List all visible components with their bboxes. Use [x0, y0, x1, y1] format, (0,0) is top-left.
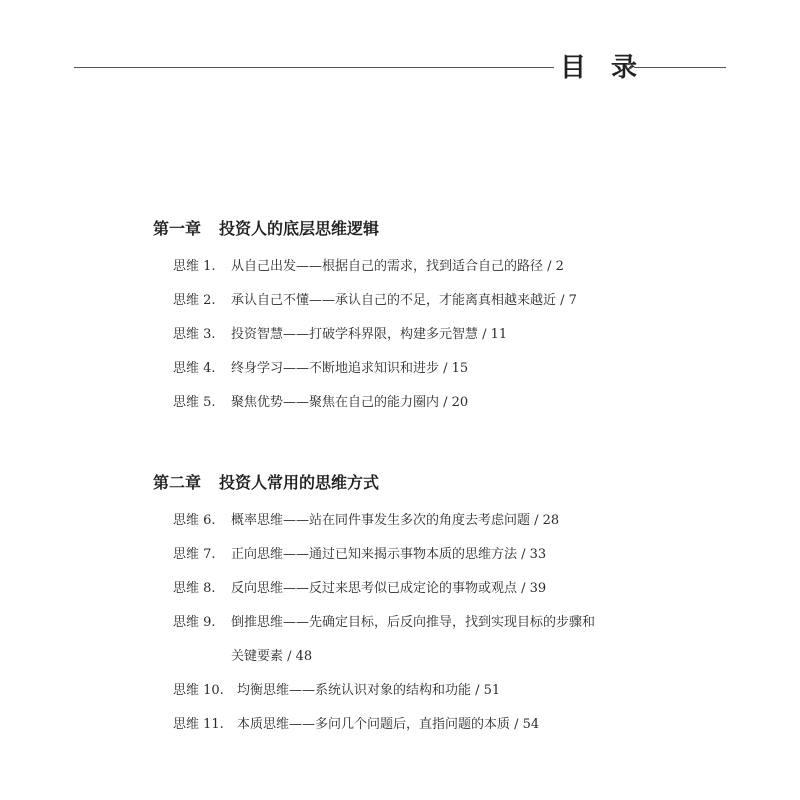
chapter-1-heading [153, 216, 379, 239]
chapter-number: 第二章 [153, 473, 202, 492]
header-rule-left [74, 67, 554, 68]
entry-text: 承认自己不懂——承认自己的不足，才能离真相越来越近 / 7 [231, 293, 577, 308]
entry-label: 思维 11. [173, 717, 224, 732]
entry-text: 倒推思维——先确定目标，后反向推导，找到实现目标的步骤和 [231, 615, 596, 630]
toc-header [74, 50, 726, 86]
toc-entry-2[interactable] [173, 292, 577, 310]
entry-text: 概率思维——站在同件事发生多次的角度去考虑问题 / 28 [231, 513, 560, 528]
toc-entry-4[interactable] [173, 360, 468, 378]
entry-label: 思维 2. [173, 293, 216, 308]
page-title: 目 录 [560, 53, 646, 83]
entry-label: 思维 7. [173, 547, 216, 562]
entry-text: 反向思维——反过来思考似已成定论的事物或观点 / 39 [231, 581, 547, 596]
toc-entry-11[interactable] [173, 716, 539, 734]
chapter-2-heading [153, 470, 379, 493]
entry-label: 思维 4. [173, 361, 216, 376]
entry-label: 思维 10. [173, 683, 224, 698]
entry-label: 思维 9. [173, 615, 216, 630]
entry-text: 投资智慧——打破学科界限，构建多元智慧 / 11 [231, 327, 508, 342]
entry-label: 思维 1. [173, 259, 216, 274]
entry-text: 均衡思维——系统认识对象的结构和功能 / 51 [237, 683, 501, 698]
toc-entry-5[interactable] [173, 394, 468, 412]
toc-entry-3[interactable] [173, 326, 507, 344]
toc-entry-6[interactable] [173, 512, 559, 530]
chapter-title: 投资人的底层思维逻辑 [219, 219, 380, 238]
toc-entry-1[interactable] [173, 258, 564, 276]
entry-label: 思维 6. [173, 513, 216, 528]
toc-entry-7[interactable] [173, 546, 546, 564]
entry-text: 从自己出发——根据自己的需求，找到适合自己的路径 / 2 [231, 259, 564, 274]
entry-text: 本质思维——多问几个问题后，直指问题的本质 / 54 [237, 717, 540, 732]
entry-text: 正向思维——通过已知来揭示事物本质的思维方法 / 33 [231, 547, 547, 562]
entry-label: 思维 5. [173, 395, 216, 410]
header-rule-right [634, 67, 726, 68]
entry-text: 终身学习——不断地追求知识和进步 / 15 [231, 361, 469, 376]
entry-text: 聚焦优势——聚焦在自己的能力圈内 / 20 [231, 395, 469, 410]
chapter-title: 投资人常用的思维方式 [219, 473, 380, 492]
entry-label: 思维 3. [173, 327, 216, 342]
entry-label: 思维 8. [173, 581, 216, 596]
chapter-number: 第一章 [153, 219, 202, 238]
toc-entry-9[interactable] [173, 614, 595, 632]
toc-entry-10[interactable] [173, 682, 500, 700]
toc-entry-9-continuation[interactable]: 关键要素 / 48 [231, 649, 313, 664]
toc-entry-8[interactable] [173, 580, 546, 598]
header-ornament-icon [626, 63, 632, 69]
